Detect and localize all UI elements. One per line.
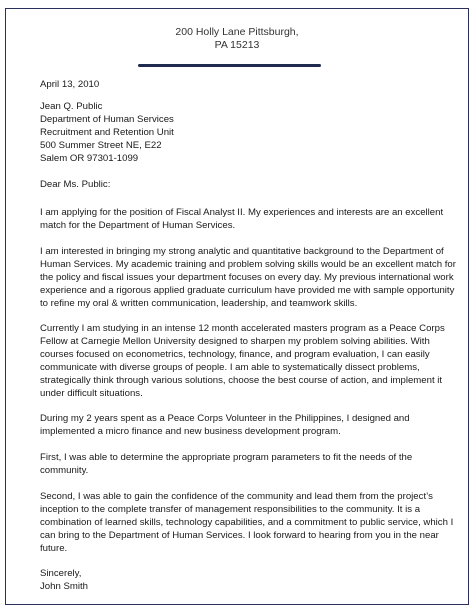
paragraph-2 xyxy=(40,245,456,310)
paragraph-line: I am applying for the position of Fiscal Analyst II. My experiences and interests are an excellent xyxy=(40,207,444,218)
paragraph-line: During my 2 years spent as a Peace Corps Volunteer in the Philippines, I designed and xyxy=(40,413,410,424)
sender-address-header xyxy=(0,26,474,52)
paragraph-line: strategically think through various solutions, choose the best course of action, and implement it xyxy=(40,375,443,386)
paragraph-line: communicate with diverse groups of people. I am able to systematically dissect problems, xyxy=(40,362,420,373)
sign-off xyxy=(40,567,88,593)
signature-name: John Smith xyxy=(40,581,88,592)
paragraph-1 xyxy=(40,206,444,232)
paragraph-4 xyxy=(40,412,440,438)
recipient-address xyxy=(40,100,174,165)
paragraph-5 xyxy=(40,451,440,477)
paragraph-line: courses focused on econometrics, technology, finance, and program evaluation, I can easily xyxy=(40,349,430,360)
paragraph-line: match for the Department of Human Services. xyxy=(40,220,236,231)
paragraph-line: future. xyxy=(40,543,68,554)
sender-address-line-2: PA 15213 xyxy=(214,39,260,51)
recipient-name: Jean Q. Public xyxy=(40,101,103,112)
recipient-city: Salem OR 97301-1099 xyxy=(40,153,139,164)
paragraph-line: inception to the complete transfer of management responsibilities to the community. It is a xyxy=(40,504,421,515)
paragraph-line: Second, I was able to gain the confidence of the community and lead them from the project’s xyxy=(40,491,433,502)
paragraph-line: implemented a micro finance and new business development program. xyxy=(40,426,341,437)
recipient-unit: Recruitment and Retention Unit xyxy=(40,127,174,138)
salutation: Dear Ms. Public: xyxy=(40,179,111,190)
paragraph-line: the policy and fiscal issues your department focuses on every day. My previous international work xyxy=(40,272,454,283)
paragraph-line: experience and a rigorous applied graduate curriculum have provided me with sample opportunity xyxy=(40,285,455,296)
paragraph-line: Currently I am studying in an intense 12 month accelerated masters program as a Peace Corps xyxy=(40,323,445,334)
paragraph-line: Human Services. My academic training and problem solving skills would be an excellent match for xyxy=(40,259,456,270)
paragraph-line: combination of learned skills, technology capabilities, and a commitment to public service, which I xyxy=(40,517,454,528)
letter-date: April 13, 2010 xyxy=(40,79,100,90)
paragraph-6 xyxy=(40,490,454,555)
paragraph-line: to refine my oral & written communication, leadership, and teamwork skills. xyxy=(40,298,358,309)
paragraph-3 xyxy=(40,322,445,400)
sender-address-line-1: 200 Holly Lane Pittsburgh, xyxy=(175,26,299,38)
paragraph-line: I am interested in bringing my strong analytic and quantitative background to the Department of xyxy=(40,246,444,257)
paragraph-line: community. xyxy=(40,465,89,476)
paragraph-line: can bring to the Department of Human Services. I look forward to hearing from you in the near xyxy=(40,530,439,541)
header-divider xyxy=(138,64,321,67)
recipient-department: Department of Human Services xyxy=(40,114,174,125)
paragraph-line: First, I was able to determine the appropriate program parameters to fit the needs of the xyxy=(40,452,413,463)
paragraph-line: under difficult situations. xyxy=(40,388,143,399)
paragraph-line: Fellow at Carnegie Mellon University designed to sharpen my problem solving abilities. With xyxy=(40,336,430,347)
recipient-street: 500 Summer Street NE, E22 xyxy=(40,140,162,151)
closing: Sincerely, xyxy=(40,568,82,579)
